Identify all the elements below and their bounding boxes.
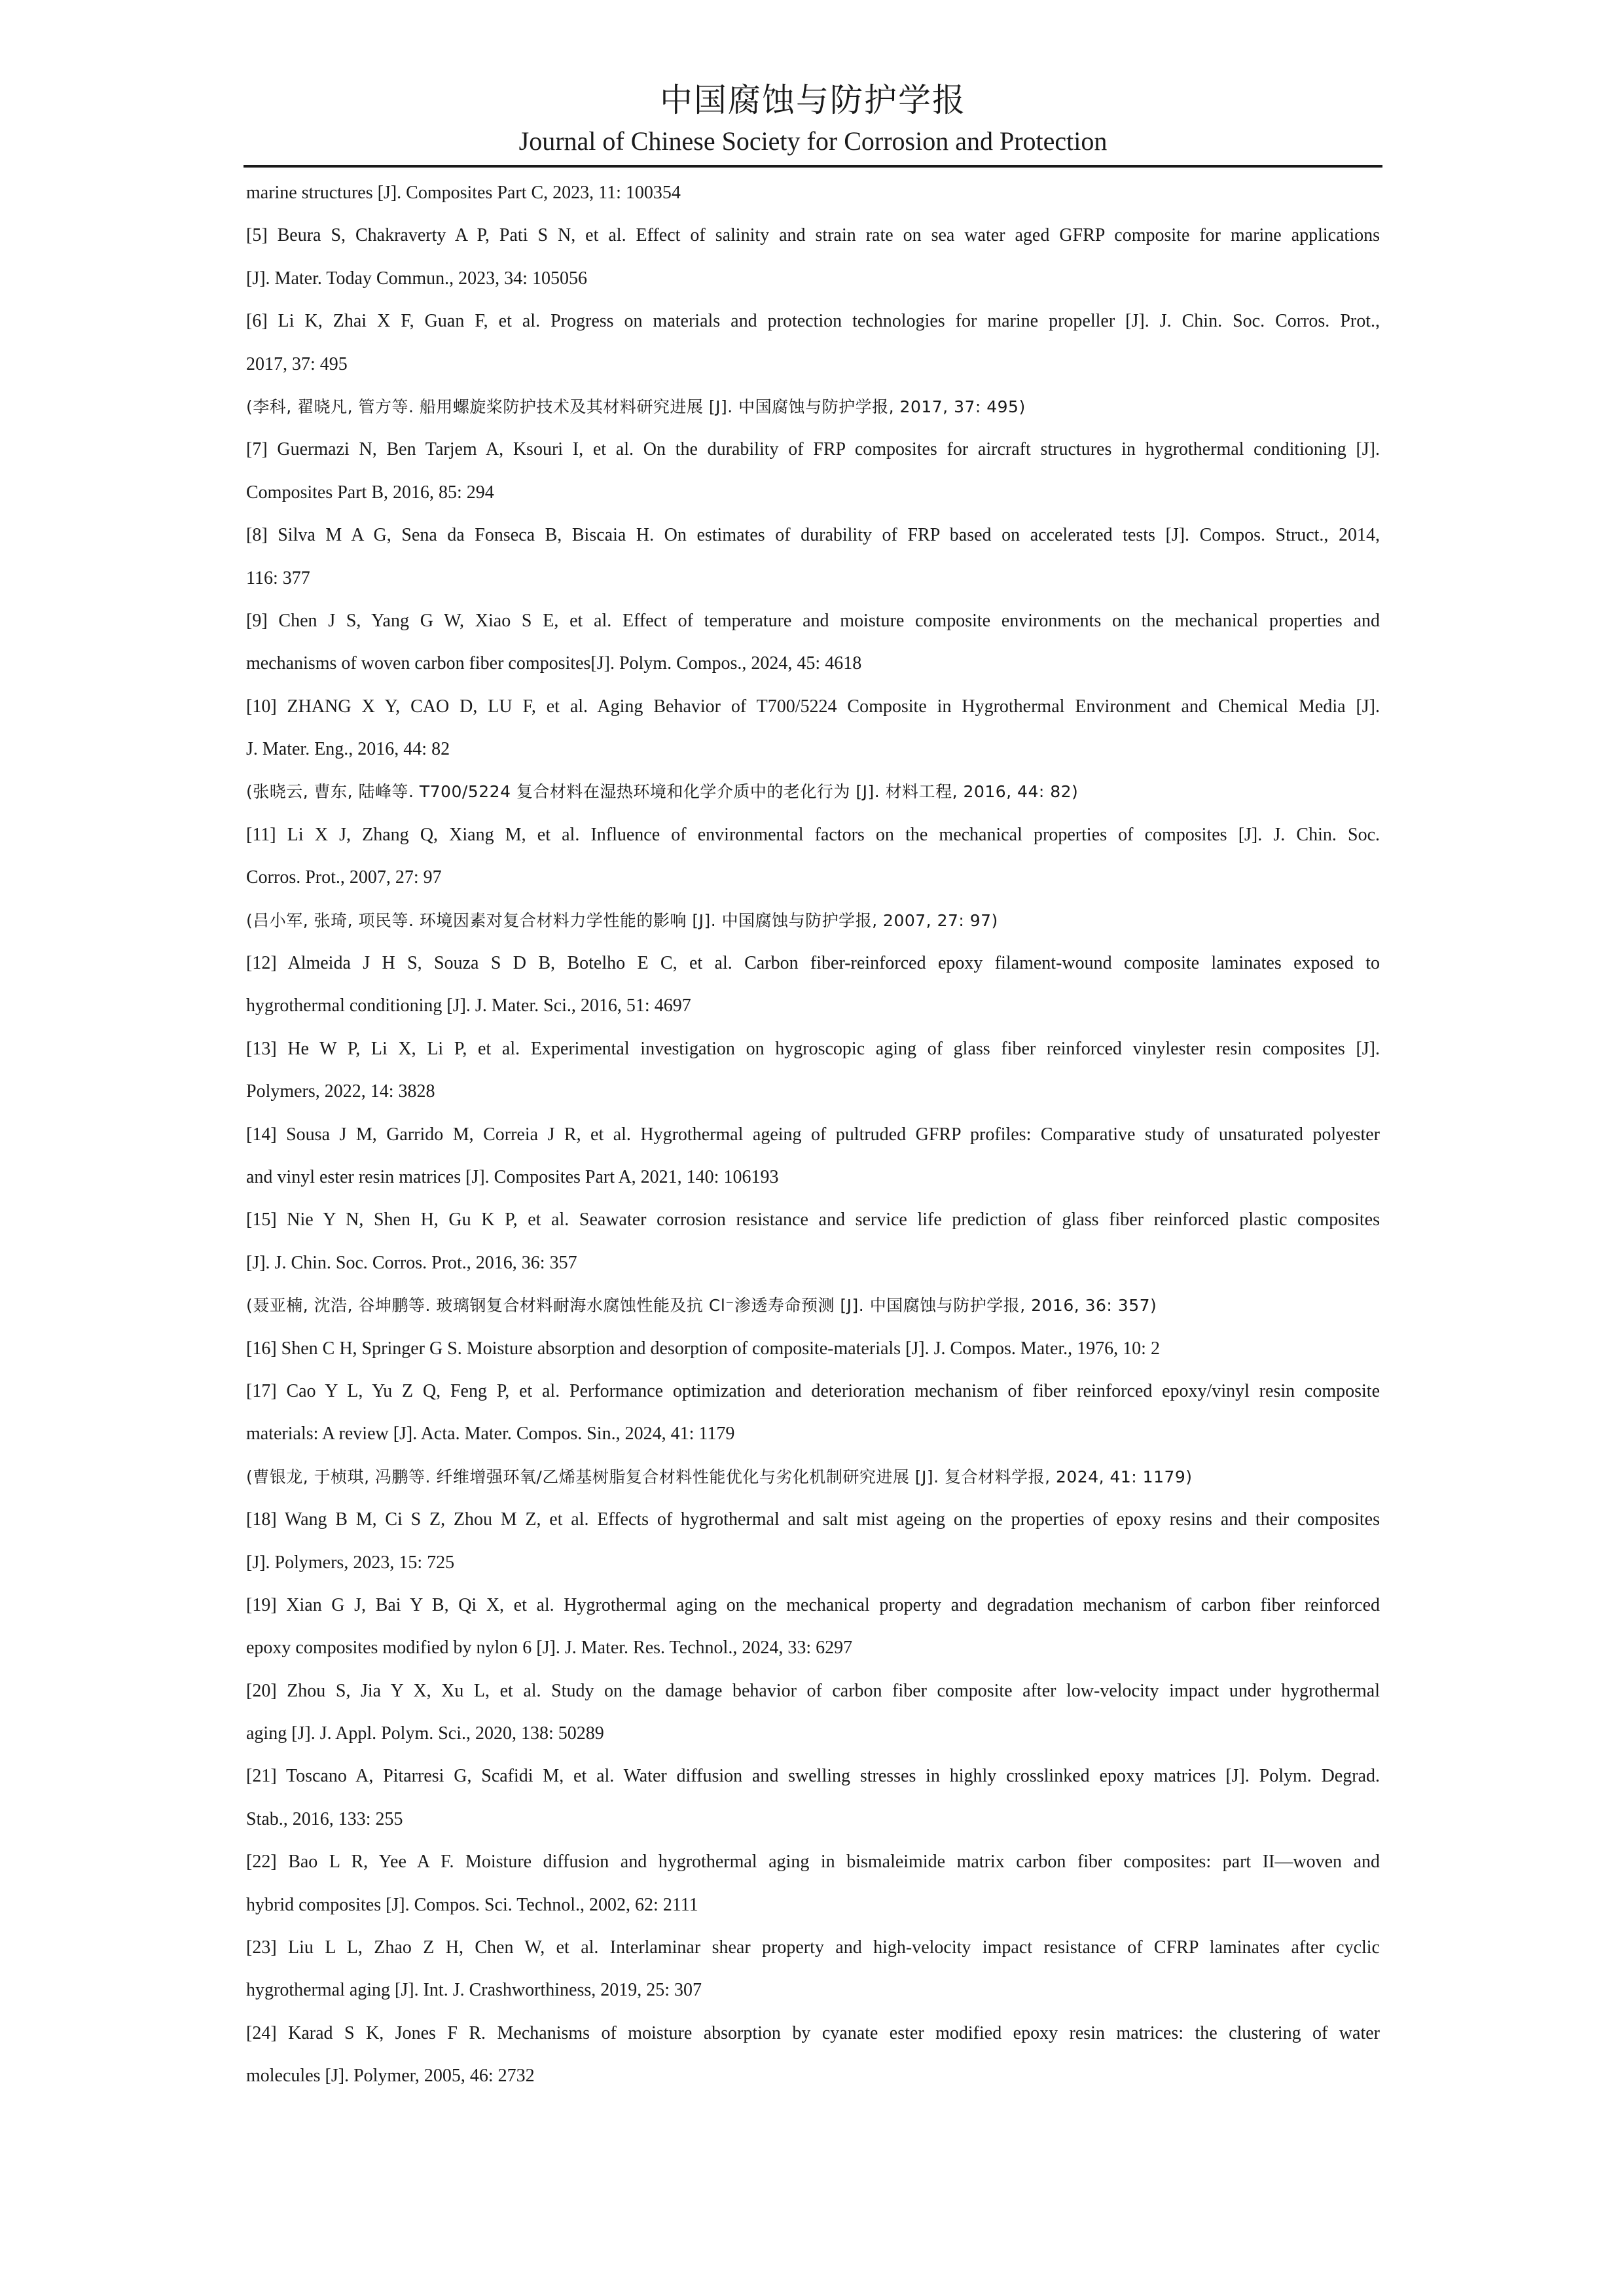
reference-list [246, 171, 1380, 2098]
reference-line: J. Mater. Eng., 2016, 44: 82 [246, 739, 450, 760]
journal-title-chinese: 中国腐蚀与防护学报 [660, 81, 966, 119]
reference-line: [10] ZHANG X Y, CAO D, LU F, et al. Aging Behavior of T700/5224 Composite in Hygrothermal Environment and Chemical Media [J]. [246, 696, 1380, 717]
journal-header [244, 77, 1382, 158]
reference-entry [246, 1498, 1380, 1584]
reference-line: materials: A review [J]. Acta. Mater. Compos. Sin., 2024, 41: 1179 [246, 1424, 735, 1444]
reference-line: (张晓云, 曹东, 陆峰等. T700/5224 复合材料在湿热环境和化学介质中的老化行为 [J]. 材料工程, 2016, 44: 82) [246, 782, 1079, 802]
reference-line: [19] Xian G J, Bai Y B, Qi X, et al. Hygrothermal aging on the mechanical property and degradation mechanism of carbon fiber reinforced [246, 1594, 1380, 1615]
reference-line: [5] Beura S, Chakraverty A P, Pati S N, et al. Effect of salinity and strain rate on sea water aged GFRP composite for marine applications [246, 225, 1380, 246]
reference-entry [246, 1198, 1380, 1284]
reference-line: [24] Karad S K, Jones F R. Mechanisms of moisture absorption by cyanate ester modified epoxy resin matrices: the clustering of water [246, 2022, 1380, 2043]
reference-entry [246, 1584, 1380, 1670]
reference-entry [246, 300, 1380, 386]
reference-line: [6] Li K, Zhai X F, Guan F, et al. Progress on materials and protection technologies for marine propeller [J]. J. Chin. Soc. Corros. Prot., [246, 311, 1380, 332]
reference-entry [246, 171, 1380, 214]
reference-entry [246, 1370, 1380, 1456]
reference-entry [246, 2012, 1380, 2098]
reference-line: [14] Sousa J M, Garrido M, Correia J R, et al. Hygrothermal ageing of pultruded GFRP profiles: Comparative study of unsaturated polyester [246, 1124, 1380, 1145]
reference-entry [246, 1113, 1380, 1199]
reference-line: Polymers, 2022, 14: 3828 [246, 1081, 435, 1102]
reference-line: (李科, 翟晓凡, 管方等. 船用螺旋桨防护技术及其材料研究进展 [J]. 中国腐蚀与防护学报, 2017, 37: 495) [246, 397, 1026, 416]
reference-line: [8] Silva M A G, Sena da Fonseca B, Biscaia H. On estimates of durability of FRP based on accelerated tests [J]. Compos. Struct., 2014, [246, 525, 1380, 546]
reference-line: [J]. J. Chin. Soc. Corros. Prot., 2016, 36: 357 [246, 1252, 577, 1273]
reference-line: Stab., 2016, 133: 255 [246, 1808, 403, 1829]
reference-line: [J]. Mater. Today Commun., 2023, 34: 105056 [246, 268, 587, 289]
reference-entry [246, 685, 1380, 771]
reference-line: mechanisms of woven carbon fiber composites[J]. Polym. Compos., 2024, 45: 4618 [246, 653, 862, 674]
reference-line: [17] Cao Y L, Yu Z Q, Feng P, et al. Performance optimization and deterioration mechanism of fiber reinforced epoxy/vinyl resin composite [246, 1380, 1380, 1401]
reference-line: Corros. Prot., 2007, 27: 97 [246, 867, 442, 888]
reference-line: (聂亚楠, 沈浩, 谷坤鹏等. 玻璃钢复合材料耐海水腐蚀性能及抗 Cl⁻渗透寿命预测 [J]. 中国腐蚀与防护学报, 2016, 36: 357) [246, 1296, 1157, 1316]
reference-entry [246, 942, 1380, 1028]
reference-line: [23] Liu L L, Zhao Z H, Chen W, et al. Interlaminar shear property and high-velocity impact resistance of CFRP laminates after cyclic [246, 1937, 1380, 1958]
reference-line: 116: 377 [246, 567, 310, 588]
reference-line: hygrothermal conditioning [J]. J. Mater. Sci., 2016, 51: 4697 [246, 996, 691, 1016]
reference-line: (曹银龙, 于桢琪, 冯鹏等. 纤维增强环氧/乙烯基树脂复合材料性能优化与劣化机制研究进展 [J]. 复合材料学报, 2024, 41: 1179) [246, 1467, 1193, 1486]
reference-line: hygrothermal aging [J]. Int. J. Crashworthiness, 2019, 25: 307 [246, 1980, 702, 2001]
reference-line: and vinyl ester resin matrices [J]. Composites Part A, 2021, 140: 106193 [246, 1166, 779, 1187]
reference-line: [7] Guermazi N, Ben Tarjem A, Ksouri I, et al. On the durability of FRP composites for aircraft structures in hygrothermal conditioning [J]. [246, 439, 1380, 460]
reference-translation [246, 1284, 1380, 1327]
reference-line: [15] Nie Y N, Shen H, Gu K P, et al. Seawater corrosion resistance and service life prediction of glass fiber reinforced plastic composites [246, 1210, 1380, 1230]
reference-line: [13] He W P, Li X, Li P, et al. Experimental investigation on hygroscopic aging of glass fiber reinforced vinylester resin composites [J]. [246, 1038, 1380, 1059]
reference-entry [246, 1926, 1380, 2012]
reference-entry [246, 1028, 1380, 1113]
reference-entry [246, 1840, 1380, 1926]
reference-line: [20] Zhou S, Jia Y X, Xu L, et al. Study on the damage behavior of carbon fiber composite after low-velocity impact under hygrothermal [246, 1680, 1380, 1701]
reference-entry [246, 514, 1380, 600]
reference-line: epoxy composites modified by nylon 6 [J]. J. Mater. Res. Technol., 2024, 33: 6297 [246, 1638, 853, 1659]
reference-entry [246, 600, 1380, 685]
reference-line: [16] Shen C H, Springer G S. Moisture absorption and desorption of composite-materials [J]. J. Compos. Mater., 1976, 10: 2 [246, 1338, 1160, 1359]
reference-line: [9] Chen J S, Yang G W, Xiao S E, et al. Effect of temperature and moisture composite environments on the mechanical properties and [246, 610, 1380, 631]
reference-entry [246, 1327, 1380, 1370]
reference-line: (吕小军, 张琦, 项民等. 环境因素对复合材料力学性能的影响 [J]. 中国腐蚀与防护学报, 2007, 27: 97) [246, 910, 998, 930]
reference-line: [18] Wang B M, Ci S Z, Zhou M Z, et al. Effects of hygrothermal and salt mist ageing on the properties of epoxy resins and their composites [246, 1509, 1380, 1530]
reference-line: 2017, 37: 495 [246, 353, 348, 374]
reference-line: hybrid composites [J]. Compos. Sci. Technol., 2002, 62: 2111 [246, 1894, 698, 1915]
reference-line: marine structures [J]. Composites Part C, 2023, 11: 100354 [246, 183, 681, 203]
reference-line: aging [J]. J. Appl. Polym. Sci., 2020, 138: 50289 [246, 1723, 604, 1744]
reference-entry [246, 214, 1380, 300]
reference-line: [21] Toscano A, Pitarresi G, Scafidi M, et al. Water diffusion and swelling stresses in highly crosslinked epoxy matrices [J]. Polym. Degrad. [246, 1766, 1380, 1787]
reference-translation [246, 770, 1380, 813]
reference-translation [246, 386, 1380, 428]
reference-line: [11] Li X J, Zhang Q, Xiang M, et al. Influence of environmental factors on the mechanical properties of composites [J]. J. Chin. Soc. [246, 824, 1380, 845]
reference-translation [246, 899, 1380, 942]
reference-translation [246, 1456, 1380, 1498]
reference-entry [246, 1755, 1380, 1840]
reference-line: [12] Almeida J H S, Souza S D B, Botelho E C, et al. Carbon fiber-reinforced epoxy filament-wound composite laminates exposed to [246, 953, 1380, 974]
reference-line: [J]. Polymers, 2023, 15: 725 [246, 1552, 455, 1573]
journal-title-english: Journal of Chinese Society for Corrosion and Protection [518, 126, 1108, 156]
reference-line: Composites Part B, 2016, 85: 294 [246, 482, 494, 503]
header-divider [244, 165, 1382, 168]
reference-entry [246, 428, 1380, 514]
reference-line: [22] Bao L R, Yee A F. Moisture diffusion and hygrothermal aging in bismaleimide matrix carbon fiber composites: part II—woven and [246, 1852, 1380, 1873]
reference-entry [246, 814, 1380, 899]
reference-line: molecules [J]. Polymer, 2005, 46: 2732 [246, 2066, 535, 2087]
reference-entry [246, 1670, 1380, 1755]
